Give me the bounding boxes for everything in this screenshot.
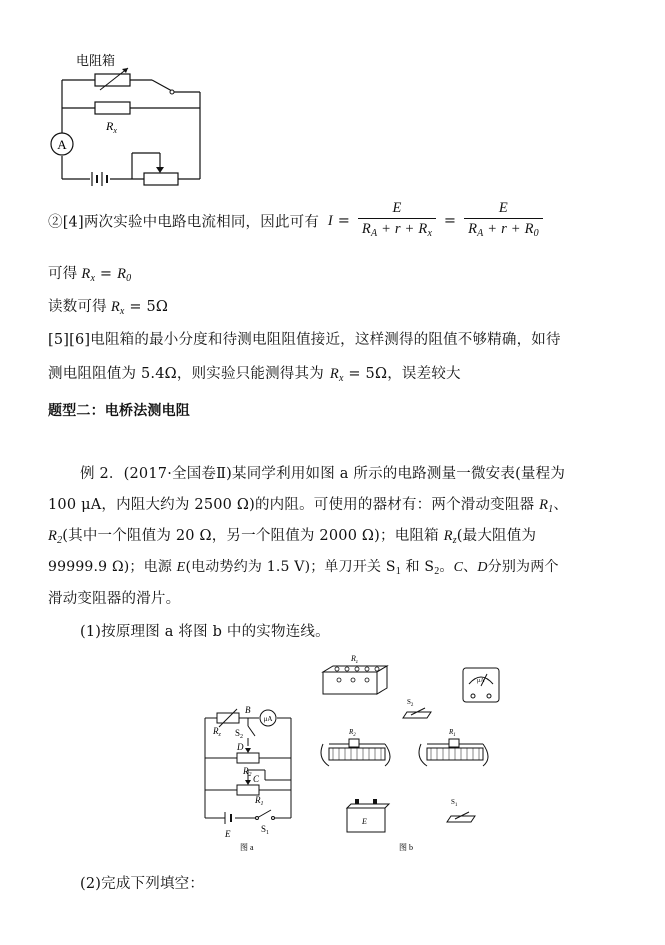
svg-text:R2: $R_2$ — [349, 728, 356, 738]
svg-text:C: C — [253, 774, 260, 784]
figure-a-circuit — [195, 700, 305, 860]
result-line-2: 读数可得 $R_x = 5\Omega$ — [48, 299, 169, 317]
rx-label: R — [106, 119, 114, 133]
example-line-1: 例 2．(2017·全国卷Ⅱ)某同学利用如图 a 所示的电路测量一微安表(量程为 — [80, 466, 566, 482]
svg-text:R1: $R_1$ — [255, 795, 264, 807]
figure-b-caption: 图 b — [399, 843, 413, 852]
figure-a-caption: 图 a — [240, 843, 254, 852]
svg-text:S2: $S_2$ — [235, 728, 244, 740]
svg-text:E: E — [225, 829, 231, 839]
svg-text:S1: $S_1$ — [261, 824, 270, 836]
svg-text:B: B — [245, 705, 251, 715]
example-line-2: 100 μA，内阻大约为 2500 Ω)的内阻。可使用的器材有：两个滑动变阻器 $R_1$、 — [48, 497, 569, 515]
question-2: (2)完成下列填空： — [80, 876, 205, 892]
resistor-box-label: 电阻箱 — [76, 53, 116, 68]
svg-text:μA: μA — [477, 678, 485, 684]
fraction-2: $\frac{E}{R_A + r + R_0}$ — [464, 198, 543, 244]
svg-text:Rx: $R_x$ — [106, 119, 117, 135]
section-heading: 题型二：电桥法测电阻 — [48, 403, 190, 419]
figure-b-apparatus — [315, 648, 515, 858]
svg-text:Rz: $R_z$ — [213, 726, 221, 738]
ammeter-label: A — [57, 137, 67, 152]
svg-text:Rz: $R_z$ — [351, 654, 358, 665]
equation-line: ②[4]两次实验中电路电流相同，因此可有 I = $\frac{E}{R_A + r + R_x}$ = $\frac{E}{R_A + r + R_0}$ — [48, 198, 546, 244]
analysis-line-2: 测电阻阻值为 5.4Ω，则实验只能测得其为 $R_x = 5\Omega$，误差较大 — [48, 366, 461, 384]
example-line-3: $R_2$(其中一个阻值为 20 Ω，另一个阻值为 2000 Ω)；电阻箱 $R_z$(最大阻值为 — [48, 528, 537, 546]
svg-text:S1: $S_1$ — [451, 798, 458, 808]
example-line-4: 99999.9 Ω)；电源 E(电动势约为 1.5 V)；单刀开关 $S_1$ 和 $S_2$。C、D分别为两个 — [48, 559, 559, 577]
svg-text:R1: $R_1$ — [449, 728, 456, 738]
svg-text:μA: μA — [263, 715, 273, 723]
svg-text:D: D — [237, 742, 244, 752]
question-1: (1)按原理图 a 将图 b 中的实物连线。 — [80, 624, 330, 640]
svg-text:R2: $R_2$ — [243, 766, 252, 778]
svg-text:S2: $S_2$ — [407, 698, 414, 708]
analysis-line-1: [5][6]电阻箱的最小分度和待测电阻阻值接近，这样测得的阻值不够精确，如待 — [48, 332, 561, 348]
result-line-1: 可得 $R_x = R_0$ — [48, 266, 132, 284]
svg-text:E: E — [362, 817, 367, 826]
example-line-5: 滑动变阻器的滑片。 — [48, 591, 181, 607]
fraction-1: $\frac{E}{R_A + r + R_x}$ — [358, 198, 436, 244]
top-circuit-diagram — [40, 48, 220, 193]
